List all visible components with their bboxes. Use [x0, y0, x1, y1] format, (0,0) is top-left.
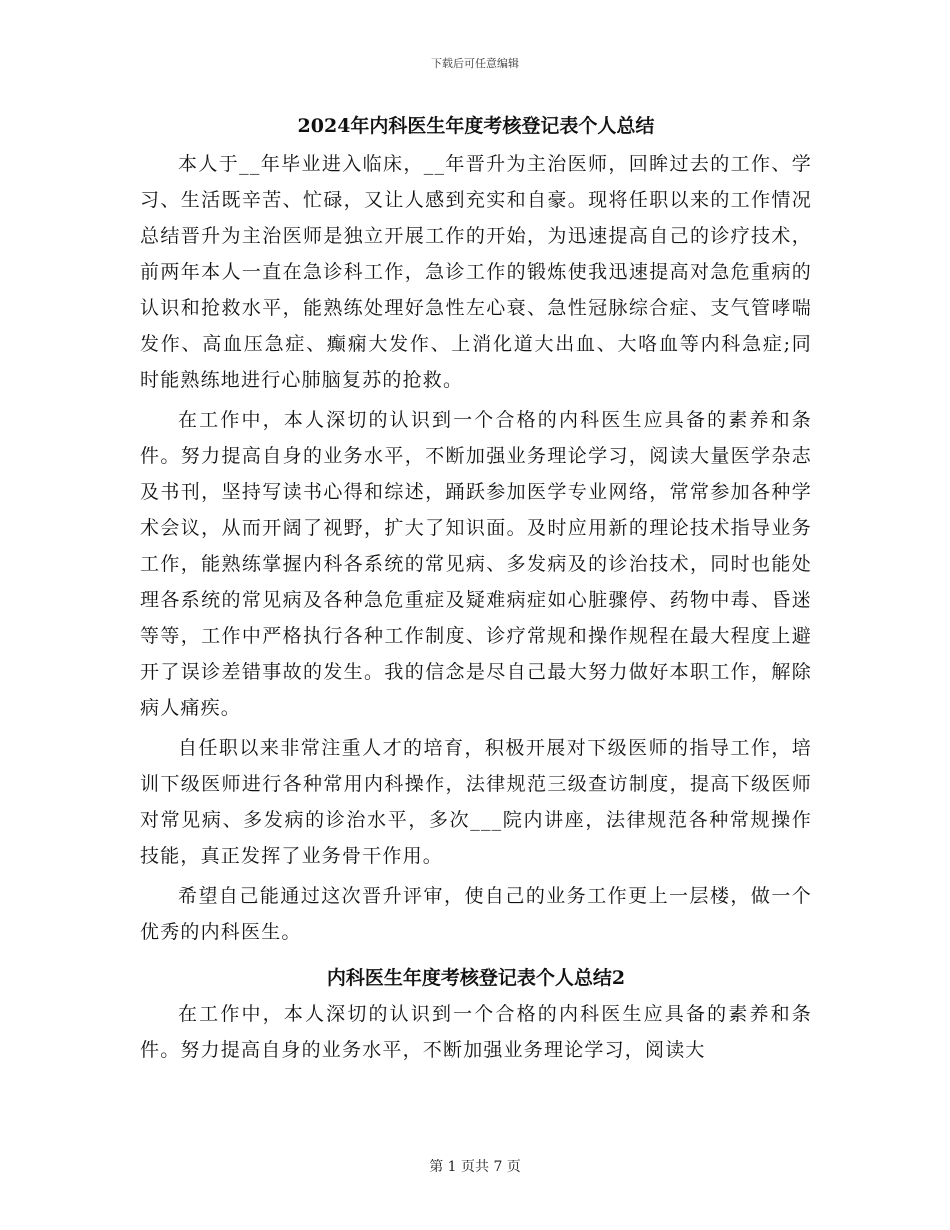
paragraph-2: 在工作中，本人深切的认识到一个合格的内科医生应具备的素养和条件。努力提高自身的业务水平，不断加强业务理论学习，阅读大量医学杂志及书刊，坚持写读书心得和综述，踊跃参加医学专业网络，常常参加各种学术会议，从而开阔了视野，扩大了知识面。及时应用新的理论技术指导业务工作，能熟练掌握内科各系统的常见病、多发病及的诊治技术，同时也能处理各系统的常见病及各种急危重症及疑难病症如心脏骤停、药物中毒、昏迷等等，工作中严格执行各种工作制度、诊疗常规和操作规程在最大程度上避开了误诊差错事故的发生。我的信念是尽自己最大努力做好本职工作，解除病人痛疾。 — [140, 409, 812, 719]
paragraph-3: 自任职以来非常注重人才的培育，积极开展对下级医师的指导工作，培训下级医师进行各种常用内科操作，法律规范三级查访制度，提高下级医师对常见病、多发病的诊治水平，多次___院内讲座，法律规范各种常规操作技能，真正发挥了业务骨干作用。 — [140, 737, 812, 867]
section-2-title: 内科医生年度考核登记表个人总结2 — [326, 967, 626, 989]
page-number: 第 1 页共 7 页 — [429, 1159, 521, 1175]
document-title: 2024年内科医生年度考核登记表个人总结 — [297, 115, 655, 137]
document-body — [140, 112, 812, 1072]
section-2-paragraph: 在工作中，本人深切的认识到一个合格的内科医生应具备的素养和条件。努力提高自身的业务水平，不断加强业务理论学习，阅读大 — [140, 1003, 812, 1061]
header-note: 下载后可任意编辑 — [431, 57, 519, 70]
paragraph-4: 希望自己能通过这次晋升评审，使自己的业务工作更上一层楼，做一个优秀的内科医生。 — [140, 885, 812, 943]
paragraph-1: 本人于__年毕业进入临床，__年晋升为主治医师，回眸过去的工作、学习、生活既辛苦、忙碌，又让人感到充实和自豪。现将任职以来的工作情况总结晋升为主治医师是独立开展工作的开始，为迅速提高自己的诊疗技术，前两年本人一直在急诊科工作，急诊工作的锻炼使我迅速提高对急危重病的认识和抢救水平，能熟练处理好急性左心衰、急性冠脉综合症、支气管哮喘发作、高血压急症、癫痫大发作、上消化道大出血、大咯血等内科急症;同时能熟练地进行心肺脑复苏的抢救。 — [140, 153, 812, 391]
